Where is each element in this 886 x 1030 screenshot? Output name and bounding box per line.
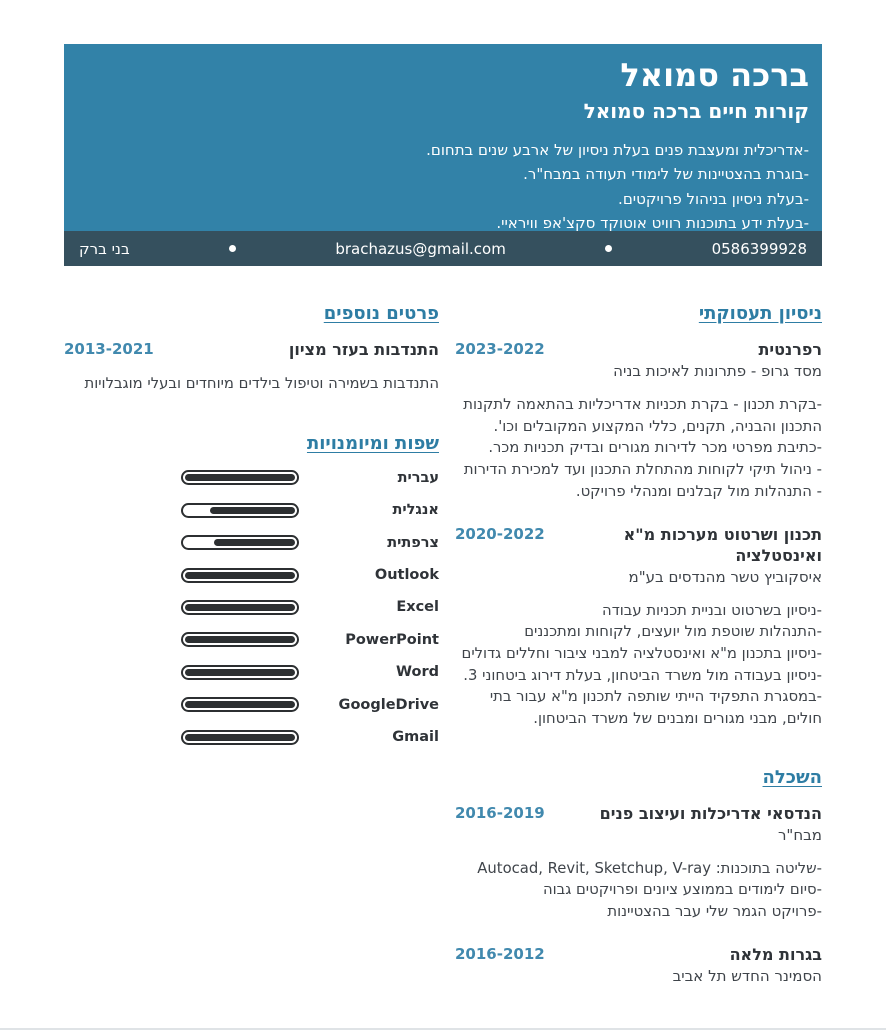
skill-level-bar bbox=[181, 600, 299, 615]
entry-description: התנדבות בשמירה וטיפול בילדים מיוחדים ובעלי מוגבלויות bbox=[84, 375, 439, 392]
skill-level-bar bbox=[181, 535, 299, 550]
skills-heading: שפות ומיומנויות bbox=[306, 432, 439, 454]
skill-row bbox=[64, 624, 439, 656]
skill-level-bar bbox=[181, 697, 299, 712]
bullet-line: - ניהול תיקי לקוחות מהתחלת התכנון ועד למכירת הדירות - התנהלות מול קבלנים ומנהלי פרויקט. bbox=[463, 461, 822, 500]
separator-dot-icon bbox=[229, 245, 236, 252]
page-title: ברכה סמואל bbox=[620, 56, 809, 94]
section-education bbox=[455, 767, 822, 986]
skill-row bbox=[64, 721, 439, 753]
skill-row bbox=[64, 656, 439, 688]
education-entry bbox=[455, 803, 822, 923]
skill-level-fill bbox=[185, 572, 295, 579]
experience-heading: ניסיון תעסוקתי bbox=[698, 303, 822, 324]
skill-level-fill bbox=[214, 539, 295, 546]
details-heading: פרטים נוספים bbox=[323, 303, 439, 324]
entry-title: התנדבות בעזר מציון bbox=[288, 340, 439, 359]
entry-dates: 2016-2012 bbox=[455, 944, 545, 963]
skill-level-fill bbox=[185, 474, 295, 481]
skill-row bbox=[64, 591, 439, 623]
entry-organization: הסמינר החדש תל אביב bbox=[672, 966, 822, 985]
entry-title: הנדסאי אדריכלות ועיצוב פנים bbox=[599, 803, 822, 823]
skill-level-bar bbox=[181, 632, 299, 647]
skill-label: צרפתית bbox=[387, 534, 439, 551]
skill-label: אנגלית bbox=[392, 502, 439, 519]
skill-level-fill bbox=[185, 669, 295, 676]
skill-label: Word bbox=[396, 664, 439, 681]
experience-entry bbox=[455, 524, 822, 730]
skill-level-fill bbox=[185, 604, 295, 611]
bullet-line: -במסגרת התפקיד הייתי שותפה לתכנון מ"א עבור בתי חולים, מבני מגורים ומבנים של משרד הביטחון. bbox=[489, 688, 822, 728]
summary-line: -בוגרת בהצטיינות של לימודי תעודה במבח"ר. bbox=[523, 165, 809, 184]
skill-label: GoogleDrive bbox=[338, 696, 439, 713]
contact-email: brachazus@gmail.com bbox=[335, 239, 506, 258]
bullet-line: -ניסיון בתכנון מ"א ואינסטלציה למבני ציבור וחללים גדולים bbox=[461, 644, 822, 662]
bullet-line: -בקרת תכנון - בקרת תכניות אדריכליות בהתאמה לתקנות התכנון והבניה, תקנים, כללי המקצוע המקובלים וכו'. bbox=[463, 396, 822, 435]
bullet-line: -ניסיון בשרטוט ובניית תכניות עבודה bbox=[602, 601, 822, 619]
profile-summary bbox=[77, 138, 809, 236]
entry-bullets bbox=[455, 600, 822, 730]
entry-organization: מבח"ר bbox=[777, 825, 822, 844]
section-experience bbox=[455, 303, 822, 730]
bullet-line: -כתיבת מפרטי מכר לדירות מגורים ובדיק תכניות מכר. bbox=[488, 439, 822, 457]
skill-level-fill bbox=[185, 701, 295, 708]
entry-bullets bbox=[455, 858, 822, 923]
skill-level-bar bbox=[181, 665, 299, 680]
contact-bar bbox=[64, 231, 822, 266]
skill-level-bar bbox=[181, 503, 299, 518]
skill-label: Outlook bbox=[374, 567, 439, 584]
skill-row bbox=[64, 559, 439, 591]
bullet-line: -שליטה בתוכנות: Autocad, Revit, Sketchup, V-ray bbox=[477, 859, 822, 877]
education-heading: השכלה bbox=[762, 766, 822, 788]
entry-organization: איסקוביץ טשר מהנדסים בע"מ bbox=[628, 567, 822, 586]
experience-entry bbox=[455, 339, 822, 503]
entry-title: בגרות מלאה bbox=[729, 944, 822, 964]
details-entry bbox=[64, 339, 439, 395]
entry-organization: מסד גרופ - פתרונות לאיכות בניה bbox=[613, 362, 822, 380]
entry-title: תכנון ושרטוט מערכות מ"א ואינסטלציה bbox=[623, 524, 822, 565]
skill-level-fill bbox=[210, 507, 295, 514]
main-column bbox=[455, 303, 822, 1007]
skill-level-fill bbox=[185, 636, 295, 643]
entry-dates: 2023-2022 bbox=[455, 340, 545, 358]
bullet-line: -סיום לימודים בממוצע ציונים ופרויקטים גבוה bbox=[542, 881, 822, 899]
section-additional-details bbox=[64, 303, 439, 395]
contact-phone: 0586399928 bbox=[711, 239, 807, 258]
separator-dot-icon bbox=[605, 245, 612, 252]
entry-title: רפרנטית bbox=[758, 340, 822, 359]
skill-row bbox=[64, 688, 439, 720]
entry-dates: 2020-2022 bbox=[455, 524, 545, 543]
bullet-line: -פרויקט הגמר שלי עבר בהצטיינות bbox=[607, 903, 822, 921]
content-columns bbox=[64, 303, 822, 1007]
cv-subtitle: קורות חיים ברכה סמואל bbox=[583, 98, 809, 123]
contact-city: בני ברק bbox=[79, 239, 130, 258]
skill-label: Gmail bbox=[392, 729, 439, 746]
side-column bbox=[64, 303, 439, 1007]
entry-dates: 2016-2019 bbox=[455, 803, 545, 822]
skill-row bbox=[64, 462, 439, 494]
skill-row bbox=[64, 526, 439, 558]
skill-level-bar bbox=[181, 730, 299, 745]
skill-level-bar bbox=[181, 568, 299, 583]
summary-line: -בעלת ידע בתוכנות רוויט אוטוקד סקצ'אפ וויראיי. bbox=[496, 214, 809, 233]
skill-level-fill bbox=[185, 734, 295, 741]
bullet-line: -התנהלות שוטפת מול יועצים, לקוחות ומתכננים bbox=[524, 623, 822, 641]
skill-label: עברית bbox=[397, 469, 439, 486]
summary-line: -אדריכלית ומעצבת פנים בעלת ניסיון של ארבע שנים בתחום. bbox=[426, 140, 809, 159]
skill-row bbox=[64, 494, 439, 526]
skill-level-bar bbox=[181, 470, 299, 485]
education-entry bbox=[455, 944, 822, 986]
skill-label: Excel bbox=[396, 599, 439, 616]
header-banner bbox=[64, 44, 822, 231]
bullet-line: -ניסיון בעבודה מול משרד הביטחון, בעלת דירוג ביטחוני 3. bbox=[463, 666, 822, 684]
summary-line: -בעלת ניסיון בניהול פרויקטים. bbox=[618, 189, 809, 208]
section-skills bbox=[64, 433, 439, 754]
entry-bullets bbox=[455, 394, 822, 503]
skill-label: PowerPoint bbox=[345, 631, 439, 648]
entry-dates: 2013-2021 bbox=[64, 340, 154, 358]
